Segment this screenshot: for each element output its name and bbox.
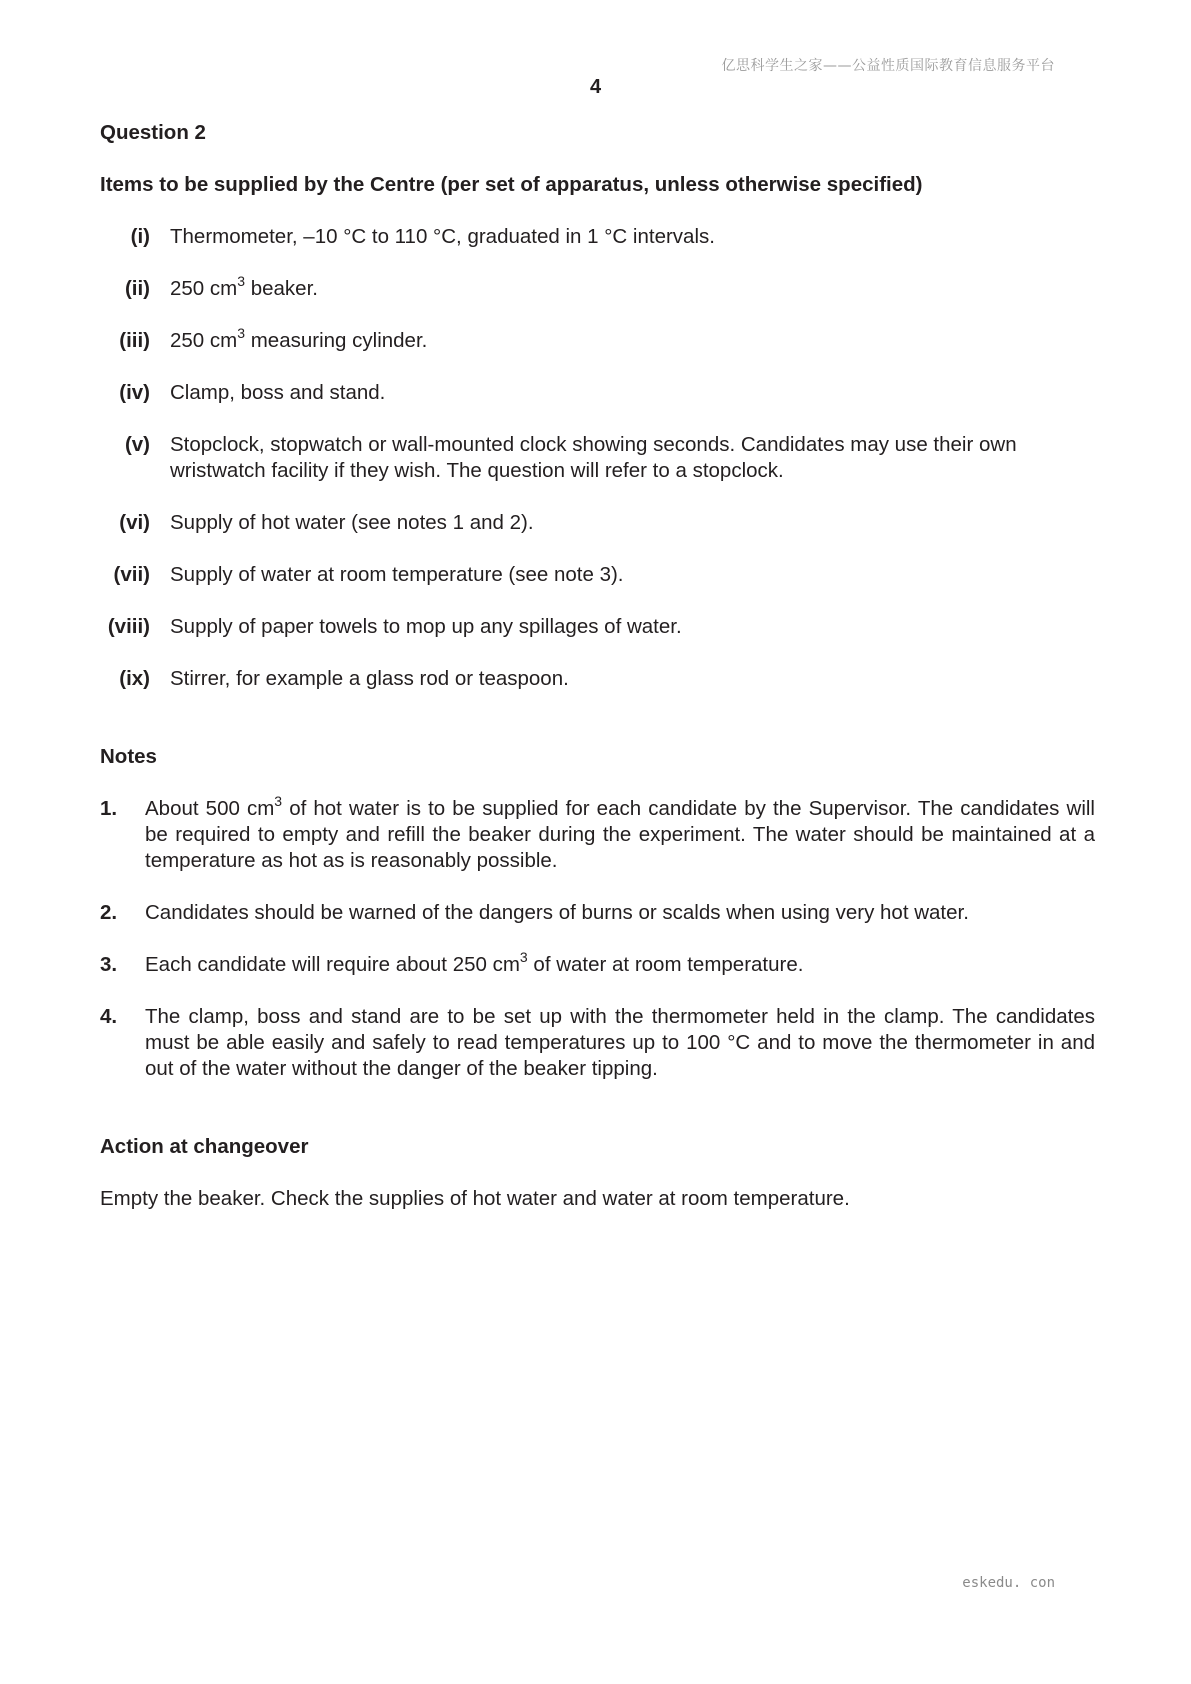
list-item	[100, 325, 1095, 354]
top-watermark: 亿思科学生之家——公益性质国际教育信息服务平台	[721, 58, 1055, 74]
note-number: 2.	[100, 901, 118, 924]
list-item	[100, 432, 1095, 484]
item-text: 250 $cm^3$ beaker.	[170, 273, 318, 300]
document-body	[100, 120, 1095, 1212]
item-number: (vi)	[119, 511, 150, 534]
note-text: Each candidate will require about 250 $cm^3$ of water at room temperature.	[145, 949, 804, 976]
item-number: (ii)	[124, 277, 150, 300]
action-heading: Action at changeover	[100, 1135, 309, 1158]
item-number: (vii)	[113, 563, 150, 586]
list-item	[100, 273, 1095, 302]
note-item	[100, 793, 1095, 874]
items-heading: Items to be supplied by the Centre (per set of apparatus, unless otherwise specified)	[100, 173, 923, 196]
item-text: Supply of hot water (see notes 1 and 2).	[170, 511, 534, 534]
question-title: Question 2	[100, 121, 206, 144]
note-number: 4.	[100, 1005, 118, 1028]
item-text: 250 $cm^3$ measuring cylinder.	[170, 325, 428, 352]
note-text: Candidates should be warned of the dangers of burns or scalds when using very hot water.	[145, 901, 969, 924]
item-text: Supply of water at room temperature (see note 3).	[170, 563, 624, 586]
apparatus-list	[100, 224, 1095, 692]
note-number: 1.	[100, 797, 118, 820]
list-item	[100, 614, 1095, 640]
item-text: Stopclock, stopwatch or wall-mounted clock showing seconds. Candidates may use their own wristwatch facility if they wish. The question will refer to a stopclock.	[170, 433, 1017, 482]
note-text: About 500 $cm^3$ of hot water is to be supplied for each candidate by the Supervisor. The candidates will be required to empty and refill the beaker during the experiment. The water should be maintained at a temperature as hot as is reasonably possible.	[145, 793, 1095, 872]
list-item	[100, 562, 1095, 588]
item-number: (v)	[124, 433, 150, 456]
item-number: (ix)	[119, 667, 150, 690]
notes-heading: Notes	[100, 745, 157, 768]
page-number: 4	[589, 76, 602, 98]
item-number: (iv)	[119, 381, 150, 404]
note-item	[100, 1004, 1095, 1082]
notes-list	[100, 793, 1095, 1082]
item-number: (iii)	[119, 329, 150, 352]
bottom-watermark: eskedu. con	[962, 1575, 1055, 1591]
item-text: Thermometer, –10 °C to 110 °C, graduated in 1 °C intervals.	[170, 225, 715, 248]
note-number: 3.	[100, 953, 118, 976]
item-number: (viii)	[107, 615, 150, 638]
item-number: (i)	[130, 225, 150, 248]
note-item	[100, 900, 1095, 926]
item-text: Stirrer, for example a glass rod or teaspoon.	[170, 667, 569, 690]
list-item	[100, 380, 1095, 406]
note-item	[100, 949, 1095, 978]
list-item	[100, 224, 1095, 250]
action-text: Empty the beaker. Check the supplies of hot water and water at room temperature.	[100, 1187, 850, 1210]
item-text: Clamp, boss and stand.	[170, 381, 386, 404]
note-text: The clamp, boss and stand are to be set up with the thermometer held in the clamp. The candidates must be able easily and safely to read temperatures up to 100 °C and to move the thermometer in and out of the water without the danger of the beaker tipping.	[145, 1005, 1095, 1080]
list-item	[100, 666, 1095, 692]
list-item	[100, 510, 1095, 536]
item-text: Supply of paper towels to mop up any spillages of water.	[170, 615, 682, 638]
